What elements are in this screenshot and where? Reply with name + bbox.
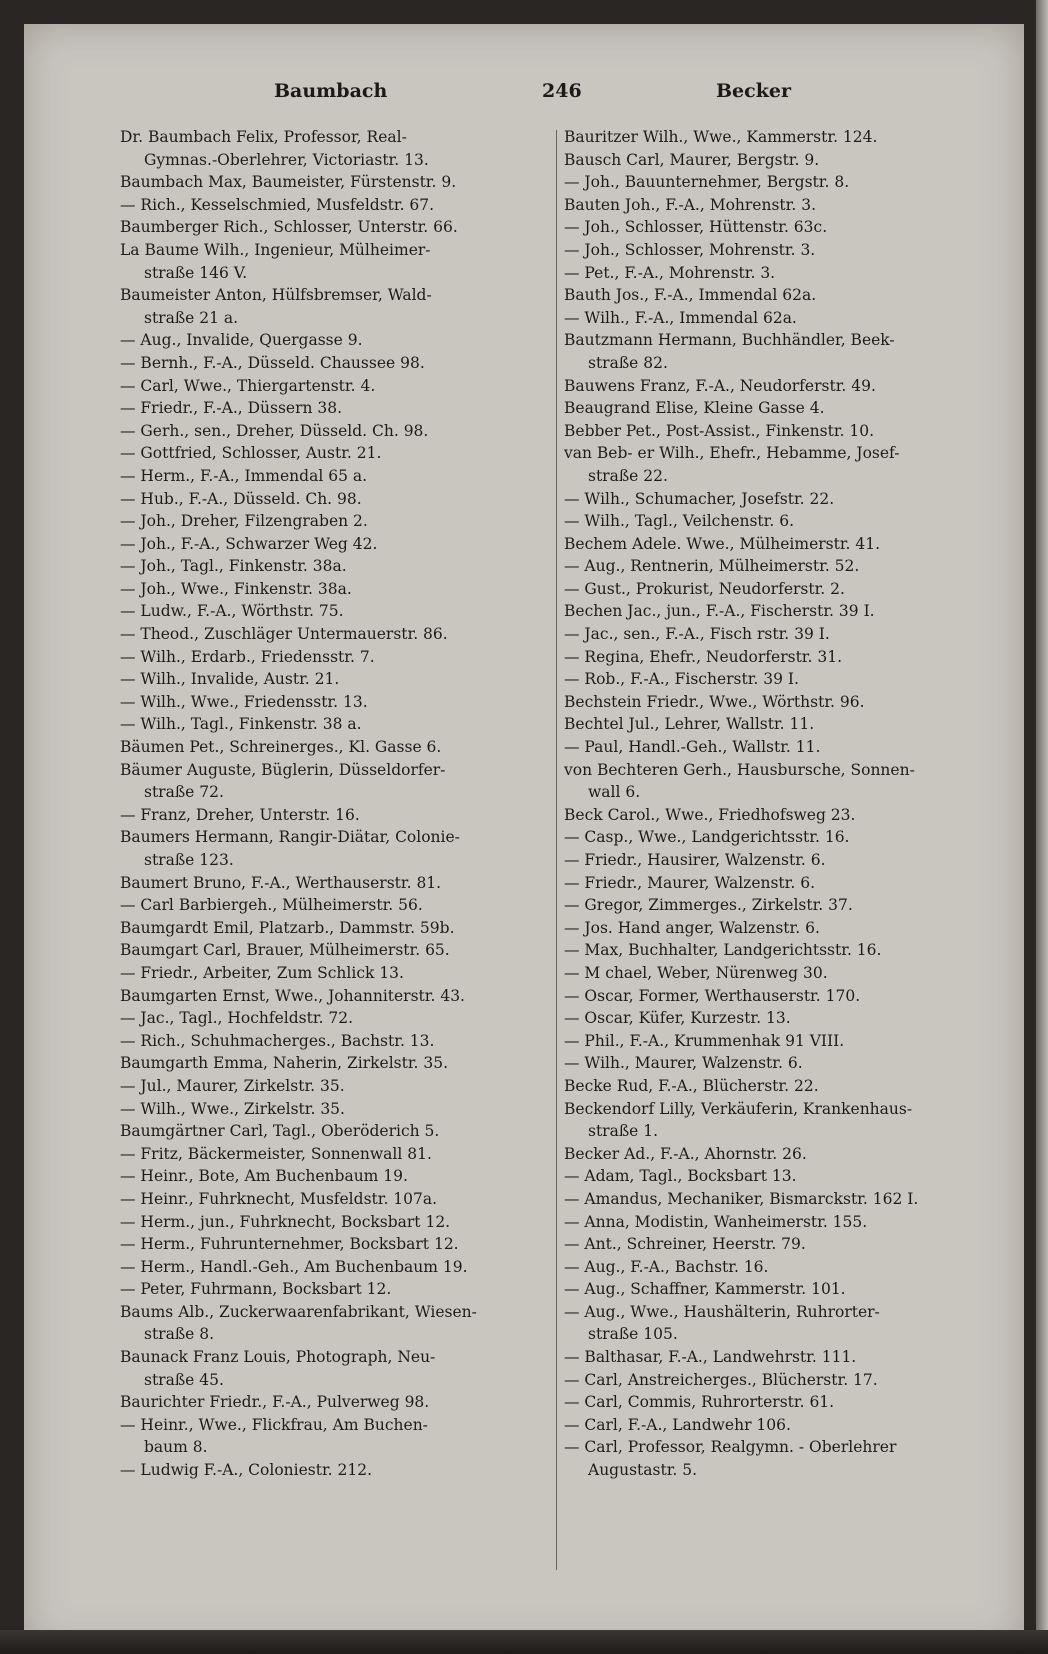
page-header	[24, 80, 1024, 110]
directory-entry-line: — Rich., Kesselschmied, Musfeldstr. 67.	[120, 195, 435, 214]
directory-entry-line: — Herm., jun., Fuhrknecht, Bocksbart 12.	[120, 1212, 451, 1231]
directory-entry-line: — Wilh., Erdarb., Friedensstr. 7.	[120, 647, 375, 666]
directory-entry-line: — Friedr., Maurer, Walzenstr. 6.	[564, 873, 816, 892]
directory-entry-line: Becke Rud, F.-A., Blücherstr. 22.	[564, 1076, 819, 1095]
directory-entry-line: Beck Carol., Wwe., Friedhofsweg 23.	[564, 805, 856, 824]
directory-entry-line: Bauwens Franz, F.-A., Neudorferstr. 49.	[564, 376, 876, 395]
directory-entry-line: — Carl Barbiergeh., Mülheimerstr. 56.	[120, 896, 423, 915]
directory-entry-line: — Wilh., Invalide, Austr. 21.	[120, 670, 340, 689]
directory-entry-line: — Wilh., Schumacher, Josefstr. 22.	[564, 489, 835, 508]
directory-entry-line: Bauritzer Wilh., Wwe., Kammerstr. 124.	[564, 128, 878, 146]
directory-entry-line: — Joh., Dreher, Filzengraben 2.	[120, 512, 368, 531]
directory-entry-line: — M chael, Weber, Nürenweg 30.	[564, 963, 828, 982]
header-right-keyword: Becker	[716, 80, 791, 102]
directory-entry-line: — Friedr., F.-A., Düssern 38.	[120, 399, 343, 418]
directory-entry-line: — Carl, Wwe., Thiergartenstr. 4.	[120, 376, 376, 395]
directory-entry-line: straße 82.	[588, 353, 668, 372]
directory-entry-line: baum 8.	[144, 1438, 208, 1457]
directory-entry-line: — Casp., Wwe., Landgerichtsstr. 16.	[564, 828, 850, 847]
directory-entry-line: Baumgarten Ernst, Wwe., Johanniterstr. 43.	[120, 986, 465, 1005]
page-number: 246	[542, 80, 582, 102]
directory-entry-line: — Herm., Fuhrunternehmer, Bocksbart 12.	[120, 1235, 459, 1254]
directory-entry-line: straße 72.	[144, 783, 224, 802]
directory-entry-line: — Joh., F.-A., Schwarzer Weg 42.	[120, 534, 378, 553]
directory-entry-line: — Adam, Tagl., Bocksbart 13.	[564, 1167, 797, 1186]
directory-entry-line: — Bernh., F.-A., Düsseld. Chaussee 98.	[120, 353, 425, 372]
directory-entry-line: Becker Ad., F.-A., Ahornstr. 26.	[564, 1144, 807, 1163]
directory-entry-line: — Gerh., sen., Dreher, Düsseld. Ch. 98.	[120, 421, 429, 440]
column-divider	[556, 130, 557, 1570]
directory-entry-line: von Bechteren Gerh., Hausbursche, Sonnen-	[564, 760, 915, 779]
directory-entry-line: — Rich., Schuhmacherges., Bachstr. 13.	[120, 1031, 435, 1050]
directory-entry-line: — Aug., F.-A., Bachstr. 16.	[564, 1257, 769, 1276]
directory-entry-line: Bautzmann Hermann, Buchhändler, Beek-	[564, 331, 895, 350]
directory-entry-line: Baunack Franz Louis, Photograph, Neu-	[120, 1348, 436, 1367]
directory-entry-line: — Aug., Rentnerin, Mülheimerstr. 52.	[564, 557, 860, 576]
directory-entry-line: — Jos. Hand anger, Walzenstr. 6.	[564, 918, 820, 937]
directory-entry-line: — Phil., F.-A., Krummenhak 91 VIII.	[564, 1031, 845, 1050]
directory-entry-line: Bechstein Friedr., Wwe., Wörthstr. 96.	[564, 692, 865, 711]
directory-entry-line: — Aug., Wwe., Haushälterin, Ruhrorter-	[564, 1302, 880, 1321]
directory-entry-line: Bebber Pet., Post-Assist., Finkenstr. 10.	[564, 421, 875, 440]
directory-entry-line: — Joh., Tagl., Finkenstr. 38a.	[120, 557, 347, 576]
directory-entry-line: — Jul., Maurer, Zirkelstr. 35.	[120, 1076, 345, 1095]
directory-entry-line: — Franz, Dreher, Unterstr. 16.	[120, 805, 360, 824]
directory-entry-line: — Gregor, Zimmerges., Zirkelstr. 37.	[564, 896, 853, 915]
directory-entry-line: Bechtel Jul., Lehrer, Wallstr. 11.	[564, 715, 815, 734]
directory-entry-line: — Rob., F.-A., Fischerstr. 39 I.	[564, 670, 799, 689]
directory-entry-line: — Herm., F.-A., Immendal 65 a.	[120, 466, 368, 485]
directory-entry-line: — Oscar, Küfer, Kurzestr. 13.	[564, 1009, 791, 1028]
directory-entry-line: Baumers Hermann, Rangir-Diätar, Colonie-	[120, 828, 460, 847]
directory-entry-line: — Joh., Schlosser, Mohrenstr. 3.	[564, 240, 816, 259]
directory-entry-line: Baumeister Anton, Hülfsbremser, Wald-	[120, 286, 432, 305]
header-left-keyword: Baumbach	[274, 80, 388, 102]
directory-entry-line: — Ant., Schreiner, Heerstr. 79.	[564, 1235, 806, 1254]
directory-entry-line: — Wilh., F.-A., Immendal 62a.	[564, 308, 797, 327]
directory-entry-line: Bäumen Pet., Schreinerges., Kl. Gasse 6.	[120, 738, 442, 757]
directory-entry-line: Baumbach Max, Baumeister, Fürstenstr. 9.	[120, 173, 457, 192]
directory-entry-line: — Ludw., F.-A., Wörthstr. 75.	[120, 602, 344, 621]
directory-entry-line: straße 45.	[144, 1370, 224, 1389]
directory-entry-line: — Wilh., Tagl., Finkenstr. 38 a.	[120, 715, 362, 734]
directory-entry-line: straße 21 a.	[144, 308, 239, 327]
directory-entry-line: straße 146 V.	[144, 263, 248, 282]
directory-entry-line: — Gottfried, Schlosser, Austr. 21.	[120, 444, 382, 463]
directory-entry-line: — Wilh., Maurer, Walzenstr. 6.	[564, 1054, 803, 1073]
directory-entry-line: Baumgardt Emil, Platzarb., Dammstr. 59b.	[120, 918, 455, 937]
directory-entry-line: — Carl, Commis, Ruhrorterstr. 61.	[564, 1393, 835, 1412]
directory-entry-line: Baumberger Rich., Schlosser, Unterstr. 66.	[120, 218, 458, 237]
directory-entry-line: La Baume Wilh., Ingenieur, Mülheimer-	[120, 240, 431, 259]
directory-entry-line: Baumgarth Emma, Naherin, Zirkelstr. 35.	[120, 1054, 449, 1073]
directory-entry-line: straße 22.	[588, 466, 668, 485]
directory-entry-line: Bauten Joh., F.-A., Mohrenstr. 3.	[564, 195, 816, 214]
directory-entry-line: Baurichter Friedr., F.-A., Pulverweg 98.	[120, 1393, 430, 1412]
directory-entry-line: — Balthasar, F.-A., Landwehrstr. 111.	[564, 1348, 857, 1367]
directory-entry-line: — Paul, Handl.-Geh., Wallstr. 11.	[564, 738, 821, 757]
directory-entry-line: — Oscar, Former, Werthauserstr. 170.	[564, 986, 861, 1005]
scan-edge-right	[1036, 0, 1048, 1654]
directory-entry-line: — Carl, Anstreicherges., Blücherstr. 17.	[564, 1370, 878, 1389]
directory-entry-line: — Jac., sen., F.-A., Fisch rstr. 39 I.	[564, 625, 830, 644]
directory-entry-line: — Jac., Tagl., Hochfeldstr. 72.	[120, 1009, 354, 1028]
directory-entry-line: — Heinr., Bote, Am Buchenbaum 19.	[120, 1167, 408, 1186]
directory-entry-line: Beckendorf Lilly, Verkäuferin, Krankenhaus-	[564, 1099, 913, 1118]
directory-entry-line: straße 1.	[588, 1122, 659, 1141]
directory-entry-line: — Theod., Zuschläger Untermauerstr. 86.	[120, 625, 448, 644]
directory-entry-line: — Carl, F.-A., Landwehr 106.	[564, 1415, 791, 1434]
directory-entry-line: — Joh., Bauunternehmer, Bergstr. 8.	[564, 173, 850, 192]
scan-edge-bottom	[0, 1630, 1048, 1654]
directory-entry-line: — Amandus, Mechaniker, Bismarckstr. 162 I.	[564, 1189, 919, 1208]
directory-entry-line: Baumert Bruno, F.-A., Werthauserstr. 81.	[120, 873, 442, 892]
directory-entry-line: — Hub., F.-A., Düsseld. Ch. 98.	[120, 489, 362, 508]
directory-entry-line: — Wilh., Tagl., Veilchenstr. 6.	[564, 512, 795, 531]
directory-entry-line: Bauth Jos., F.-A., Immendal 62a.	[564, 286, 817, 305]
directory-entry-line: — Joh., Wwe., Finkenstr. 38a.	[120, 579, 352, 598]
directory-entry-line: — Pet., F.-A., Mohrenstr. 3.	[564, 263, 776, 282]
directory-entry-line: — Heinr., Wwe., Flickfrau, Am Buchen-	[120, 1415, 428, 1434]
directory-entry-line: — Max, Buchhalter, Landgerichtsstr. 16.	[564, 941, 882, 960]
directory-entry-line: — Regina, Ehefr., Neudorferstr. 31.	[564, 647, 843, 666]
directory-entry-line: Bäumer Auguste, Büglerin, Düsseldorfer-	[120, 760, 446, 779]
directory-page	[24, 24, 1024, 1648]
directory-entry-line: straße 123.	[144, 851, 234, 869]
directory-entry-line: Baumgärtner Carl, Tagl., Oberöderich 5.	[120, 1122, 440, 1141]
directory-entry-line: Baums Alb., Zuckerwaarenfabrikant, Wiesen-	[120, 1302, 477, 1321]
directory-entry-line: Dr. Baumbach Felix, Professor, Real-	[120, 128, 407, 146]
directory-entry-line: — Friedr., Arbeiter, Zum Schlick 13.	[120, 963, 404, 982]
directory-entry-line: Baumgart Carl, Brauer, Mülheimerstr. 65.	[120, 941, 450, 960]
directory-entry-line: Beaugrand Elise, Kleine Gasse 4.	[564, 399, 825, 418]
directory-entry-line: — Aug., Invalide, Quergasse 9.	[120, 331, 363, 350]
directory-entry-line: — Aug., Schaffner, Kammerstr. 101.	[564, 1280, 846, 1299]
directory-entry-line: — Friedr., Hausirer, Walzenstr. 6.	[564, 851, 826, 869]
directory-entry-line: van Beb- er Wilh., Ehefr., Hebamme, Josef-	[564, 444, 900, 463]
directory-entry-line: Bechem Adele. Wwe., Mülheimerstr. 41.	[564, 534, 881, 553]
left-column	[120, 126, 560, 1596]
directory-entry-line: — Anna, Modistin, Wanheimerstr. 155.	[564, 1212, 868, 1231]
directory-entry-line: — Peter, Fuhrmann, Bocksbart 12.	[120, 1280, 392, 1299]
directory-entry-line: straße 105.	[588, 1325, 678, 1344]
directory-entry-line: — Herm., Handl.-Geh., Am Buchenbaum 19.	[120, 1257, 468, 1276]
directory-entry-line: straße 8.	[144, 1325, 215, 1344]
directory-entry-line: — Heinr., Fuhrknecht, Musfeldstr. 107a.	[120, 1189, 438, 1208]
right-column	[564, 126, 1014, 1596]
directory-entry-line: Gymnas.-Oberlehrer, Victoriastr. 13.	[144, 150, 429, 169]
directory-entry-line: — Wilh., Wwe., Friedensstr. 13.	[120, 692, 368, 711]
directory-entry-line: — Wilh., Wwe., Zirkelstr. 35.	[120, 1099, 345, 1118]
directory-entry-line: Bausch Carl, Maurer, Bergstr. 9.	[564, 150, 820, 169]
directory-entry-line: — Carl, Professor, Realgymn. - Oberlehrer	[564, 1438, 897, 1457]
directory-entry-line: Bechen Jac., jun., F.-A., Fischerstr. 39 I.	[564, 602, 875, 621]
directory-entry-line: Augustastr. 5.	[588, 1461, 698, 1480]
directory-entry-line: — Ludwig F.-A., Coloniestr. 212.	[120, 1461, 373, 1480]
directory-entry-line: — Gust., Prokurist, Neudorferstr. 2.	[564, 579, 845, 598]
directory-entry-line: wall 6.	[588, 783, 641, 802]
directory-entry-line: — Fritz, Bäckermeister, Sonnenwall 81.	[120, 1144, 432, 1163]
directory-entry-line: — Joh., Schlosser, Hüttenstr. 63c.	[564, 218, 828, 237]
